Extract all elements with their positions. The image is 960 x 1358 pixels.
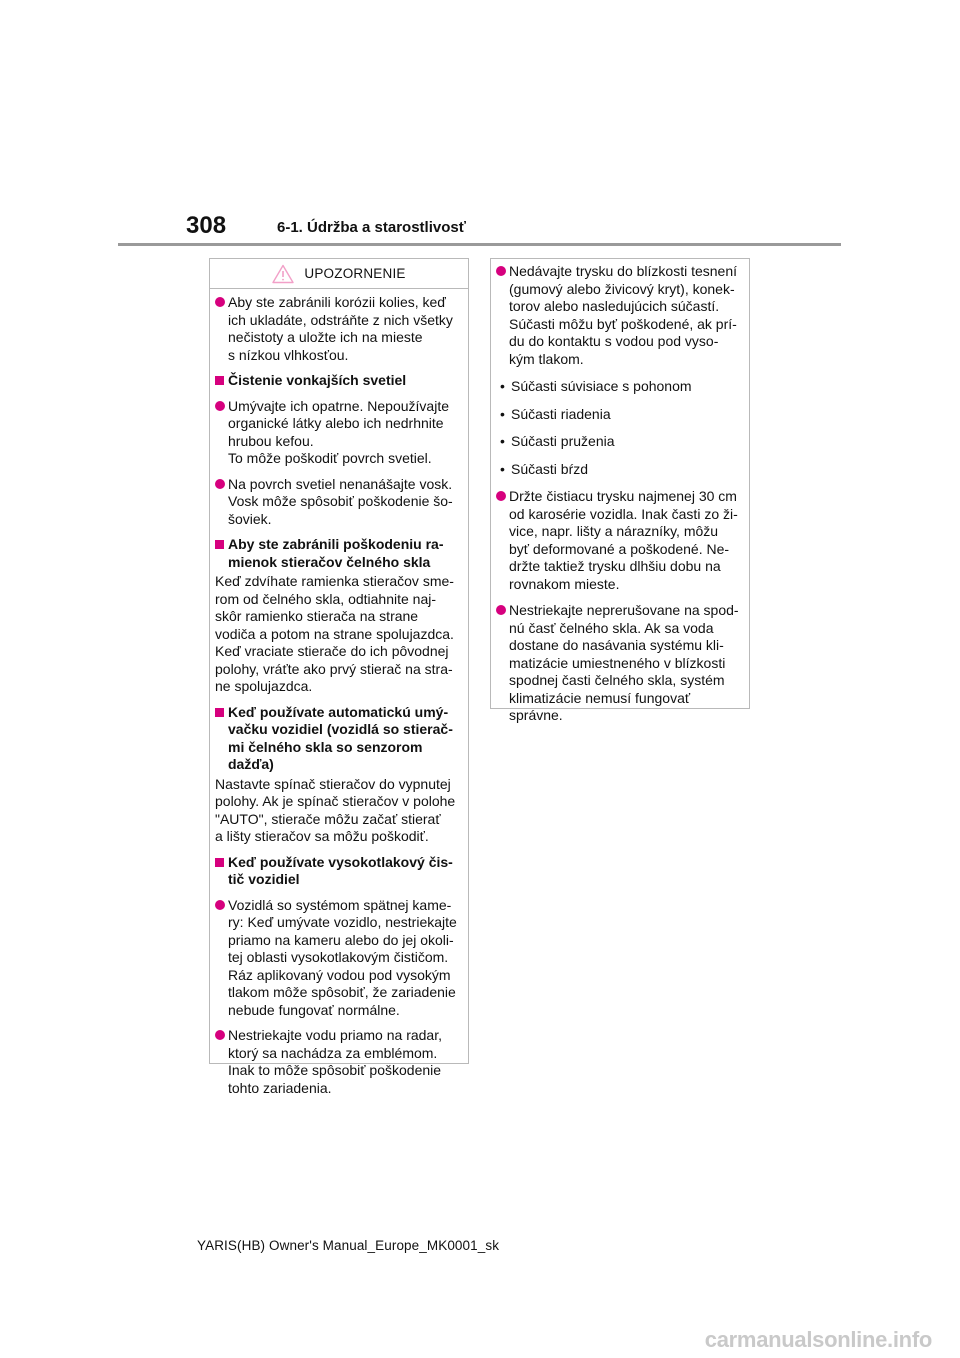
warning-box-left <box>209 258 469 1096</box>
text-line: tej oblasti vysokotlakovým čističom. <box>228 949 449 965</box>
text-line: mi čelného skla so senzorom <box>228 738 423 755</box>
bullet-dot-icon <box>215 1030 225 1040</box>
subheading <box>215 854 462 889</box>
text-line: torov alebo nasledujúcich súčastí. <box>509 298 720 314</box>
text-line: matizácie umiestneného v blízkosti <box>509 654 726 671</box>
warning-title: UPOZORNENIE <box>304 266 406 281</box>
bullet-dot-icon <box>215 900 225 910</box>
warning-header <box>210 259 468 289</box>
text-line: Súčasti môžu byť poškodené, ak prí- <box>509 315 737 332</box>
bullet-item <box>215 897 462 1020</box>
text-line: ry: Keď umývate vozidlo, nestriekajte <box>228 914 457 930</box>
text-line: skôr ramienko stierača na strane <box>215 608 419 624</box>
list-bullet: • <box>500 405 505 422</box>
text-line: Čistenie vonkajších svetiel <box>228 372 407 388</box>
text-line: byť deformované a poškodené. Ne- <box>509 540 730 557</box>
text-line: Súčasti bŕzd <box>511 460 589 477</box>
paragraph <box>215 573 462 696</box>
text-line: Držte čistiacu trysku najmenej 30 cm <box>509 488 737 504</box>
text-line: Keď používate automatickú umý- <box>228 703 449 720</box>
text-line: polohy. Ak je spínač stieračov v polohe <box>215 793 456 809</box>
bullet-dot-icon <box>496 266 506 276</box>
text-line: mienok stieračov čelného skla <box>228 553 431 570</box>
text-line: Súčasti pruženia <box>511 433 615 449</box>
text-line: Aby ste zabránili poškodeniu ra- <box>228 536 444 552</box>
text-line: nečistoty a uložte ich na mieste <box>228 329 423 345</box>
text-line: polohy, vráťte ako prvý stierač na stra- <box>215 660 453 677</box>
text-line: nú časť čelného skla. Ak sa voda <box>509 619 714 636</box>
text-line: vodiča a potom na strane spolujazdca. <box>215 625 454 642</box>
text-line: vačku vozidiel (vozidlá so stierač- <box>228 721 453 737</box>
list-bullet: • <box>500 378 505 394</box>
bullet-dot-icon <box>215 297 225 307</box>
text-line: Ráz aplikovaný vodou pod vysokým <box>228 966 451 983</box>
subheading <box>215 536 462 571</box>
text-line: nebude fungovať normálne. <box>228 1001 400 1018</box>
text-line: držte taktiež trysku dlhšiu dobu na <box>509 558 721 574</box>
list-bullet: • <box>500 460 505 477</box>
text-line: Umývajte ich opatrne. Nepoužívajte <box>228 397 449 414</box>
text-line: rovnakom mieste. <box>509 575 620 592</box>
bullet-item <box>215 1027 462 1097</box>
text-line: kým tlakom. <box>509 350 584 367</box>
text-line: vice, napr. lišty a nárazníky, môžu <box>509 523 719 539</box>
list-item <box>496 433 743 451</box>
square-bullet-icon <box>215 540 224 549</box>
text-line: rom od čelného skla, odtiahnite naj- <box>215 590 437 607</box>
bullet-dot-icon <box>215 479 225 489</box>
text-line: (gumový alebo živicový kryt), konek- <box>509 280 735 297</box>
text-line: Aby ste zabránili korózii kolies, keď <box>228 294 446 310</box>
bullet-dot-icon <box>496 605 506 615</box>
page-header <box>0 0 960 250</box>
subheading <box>215 372 462 390</box>
bullet-item <box>496 602 743 725</box>
text-line: a lišty stieračov sa môžu poškodiť. <box>215 828 429 844</box>
text-line: s nízkou vlhkosťou. <box>228 346 349 363</box>
list-item <box>496 378 743 396</box>
text-line: správne. <box>509 707 563 723</box>
text-line: Keď zdvíhate ramienka stieračov sme- <box>215 573 454 589</box>
text-line: ne spolujazdca. <box>215 678 313 694</box>
text-line: Keď vraciate stierače do ich pôvodnej <box>215 643 449 659</box>
text-line: du do kontaktu s vodou pod vyso- <box>509 333 719 349</box>
warning-box-right <box>490 258 750 723</box>
text-line: od karosérie vozidla. Inak časti zo ži- <box>509 505 738 522</box>
list-bullet: • <box>500 433 505 449</box>
text-line: spodnej časti čelného skla, systém <box>509 672 725 688</box>
text-line: Súčasti súvisiace s pohonom <box>511 378 692 394</box>
text-line: dostane do nasávania systému kli- <box>509 637 724 653</box>
bullet-item <box>215 294 462 364</box>
text-line: organické látky alebo ich nedrhnite <box>228 415 444 431</box>
text-line: tohto zariadenia. <box>228 1079 332 1096</box>
text-line: Súčasti riadenia <box>511 405 611 422</box>
text-line: Vosk môže spôsobiť poškodenie šo- <box>228 493 453 509</box>
bullet-item <box>215 476 462 529</box>
square-bullet-icon <box>215 858 224 867</box>
text-line: Inak to môže spôsobiť poškodenie <box>228 1062 442 1078</box>
text-line: ktorý sa nachádza za emblémom. <box>228 1044 438 1061</box>
text-line: klimatizácie nemusí fungovať <box>509 689 691 706</box>
paragraph <box>215 776 462 846</box>
text-line: dažďa) <box>228 756 274 772</box>
text-line: Nestriekajte neprerušovane na spod- <box>509 602 739 618</box>
text-line: priamo na kameru alebo do jej okoli- <box>228 931 454 948</box>
bullet-item <box>496 488 743 593</box>
square-bullet-icon <box>215 376 224 385</box>
text-line: To môže poškodiť povrch svetiel. <box>228 450 432 466</box>
text-line: Na povrch svetiel nenanášajte vosk. <box>228 475 453 492</box>
watermark: carmanualsonline.info <box>704 1327 932 1352</box>
text-line: Nastavte spínač stieračov do vypnutej <box>215 775 451 792</box>
text-line: tič vozidiel <box>228 871 300 887</box>
list-item <box>496 406 743 424</box>
text-line: hrubou kefou. <box>228 432 314 449</box>
text-line: "AUTO", stierače môžu začať stierať <box>215 810 441 827</box>
text-line: Vozidlá so systémom spätnej kame- <box>228 896 452 913</box>
text-line: ich ukladáte, odstráňte z nich všetky <box>228 311 453 328</box>
header-rule <box>118 243 841 246</box>
bullet-dot-icon <box>496 491 506 501</box>
list-item <box>496 461 743 479</box>
text-line: šoviek. <box>228 510 272 527</box>
square-bullet-icon <box>215 708 224 717</box>
footer-text: YARIS(HB) Owner's Manual_Europe_MK0001_sk <box>197 1238 500 1253</box>
text-line: Keď používate vysokotlakový čis- <box>228 853 453 870</box>
section-title: 6-1. Údržba a starostlivosť <box>277 219 466 236</box>
text-line: tlakom môže spôsobiť, že zariadenie <box>228 984 456 1000</box>
warning-triangle-icon <box>272 264 294 284</box>
subheading <box>215 704 462 774</box>
bullet-dot-icon <box>215 401 225 411</box>
bullet-item <box>215 398 462 468</box>
text-line: Nedávajte trysku do blízkosti tesnení <box>509 263 738 279</box>
text-line: Nestriekajte vodu priamo na radar, <box>228 1027 442 1043</box>
bullet-item <box>496 263 743 368</box>
page-number: 308 <box>186 212 227 239</box>
